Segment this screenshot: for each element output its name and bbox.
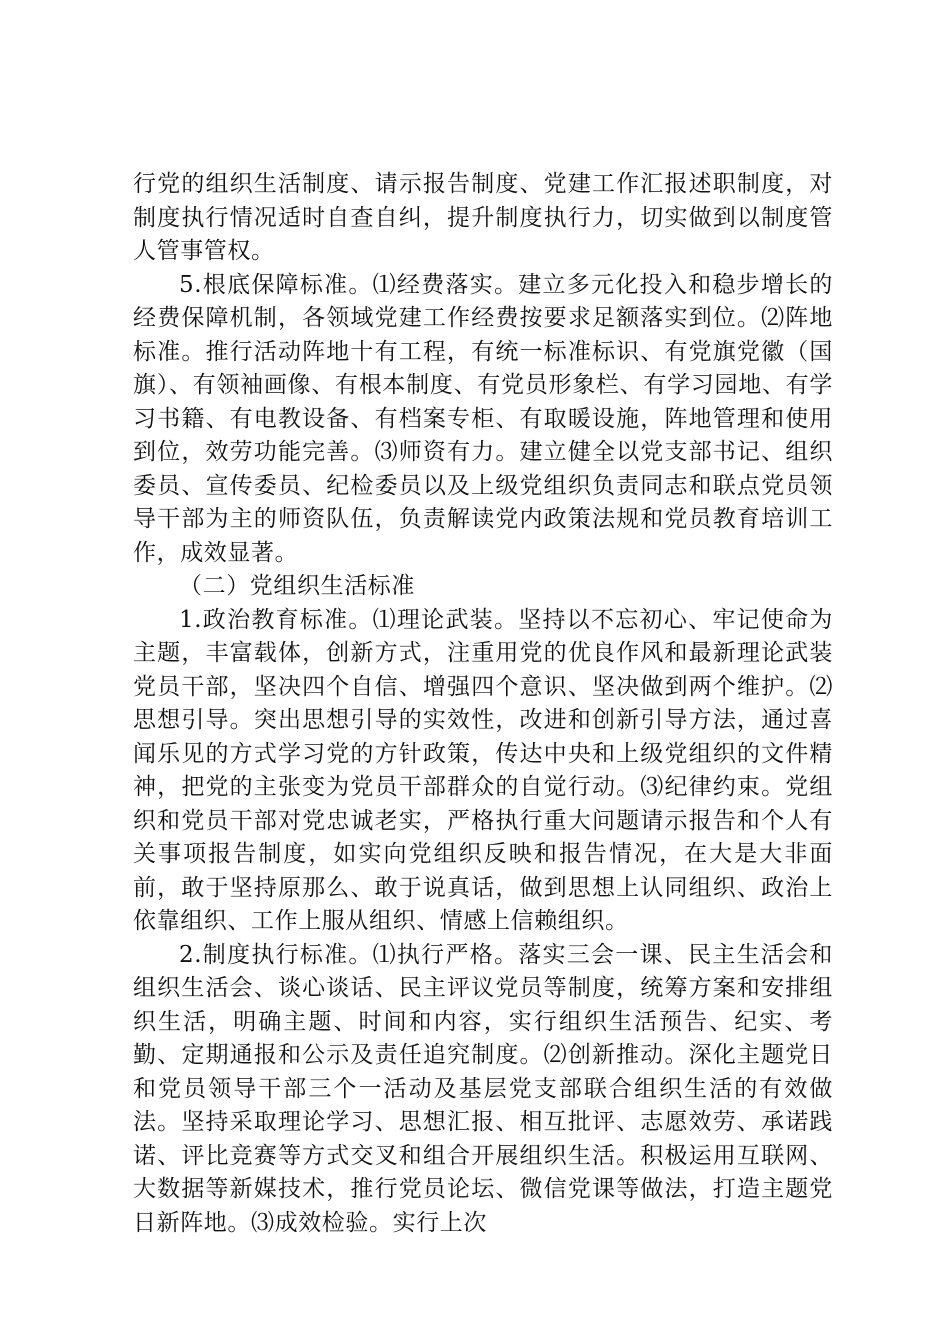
document-page [133, 168, 833, 1240]
paragraph-political-education-standard: 1.政治教育标准。⑴理论武装。坚持以不忘初心、牢记使命为主题，丰富载体，创新方式，注重用党的优良作风和最新理论武装党员干部，坚决四个自信、增强四个意识、坚决做到两个维护。⑵思想引导。突出思想引导的实效性，改进和创新引导方法，通过喜闻乐见的方式学习党的方针政策，传达中央和上级党组织的文件精神，把党的主张变为党员干部群众的自觉行动。⑶纪律约束。党组织和党员干部对党忠诚老实，严格执行重大问题请示报告和个人有关事项报告制度，如实向党组织反映和报告情况，在大是大非面前，敢于坚持原那么、敢于说真话，做到思想上认同组织、政治上依靠组织、工作上服从组织、情感上信赖组织。 [133, 606, 833, 934]
paragraph-basic-guarantee-standard: 5.根底保障标准。⑴经费落实。建立多元化投入和稳步增长的经费保障机制，各领域党建工作经费按要求足额落实到位。⑵阵地标准。推行活动阵地十有工程，有统一标准标识、有党旗党徽（国旗）、有领袖画像、有根本制度、有党员形象栏、有学习园地、有学习书籍、有电教设备、有档案专柜、有取暖设施，阵地管理和使用到位，效劳功能完善。⑶师资有力。建立健全以党支部书记、组织委员、宣传委员、纪检委员以及上级党组织负责同志和联点党员领导干部为主的师资队伍，负责解读党内政策法规和党员教育培训工作，成效显著。 [133, 271, 833, 566]
paragraph-system-execution-standard: 2.制度执行标准。⑴执行严格。落实三会一课、民主生活会和组织生活会、谈心谈话、民主评议党员等制度，统筹方案和安排组织生活，明确主题、时间和内容，实行组织生活预告、纪实、考勤、定期通报和公示及责任追究制度。⑵创新推动。深化主题党日和党员领导干部三个一活动及基层党支部联合组织生活的有效做法。坚持采取理论学习、思想汇报、相互批评、志愿效劳、承诺践诺、评比竞赛等方式交叉和组合开展组织生活。积极运用互联网、大数据等新媒技术，推行党员论坛、微信党课等做法，打造主题党日新阵地。⑶成效检验。实行上次 [133, 941, 833, 1236]
section-heading-party-life-standard: （二）党组织生活标准 [179, 573, 415, 599]
paragraph-institutional-enforcement: 行党的组织生活制度、请示报告制度、党建工作汇报述职制度，对制度执行情况适时自查自纠，提升制度执行力，切实做到以制度管人管事管权。 [133, 171, 833, 264]
